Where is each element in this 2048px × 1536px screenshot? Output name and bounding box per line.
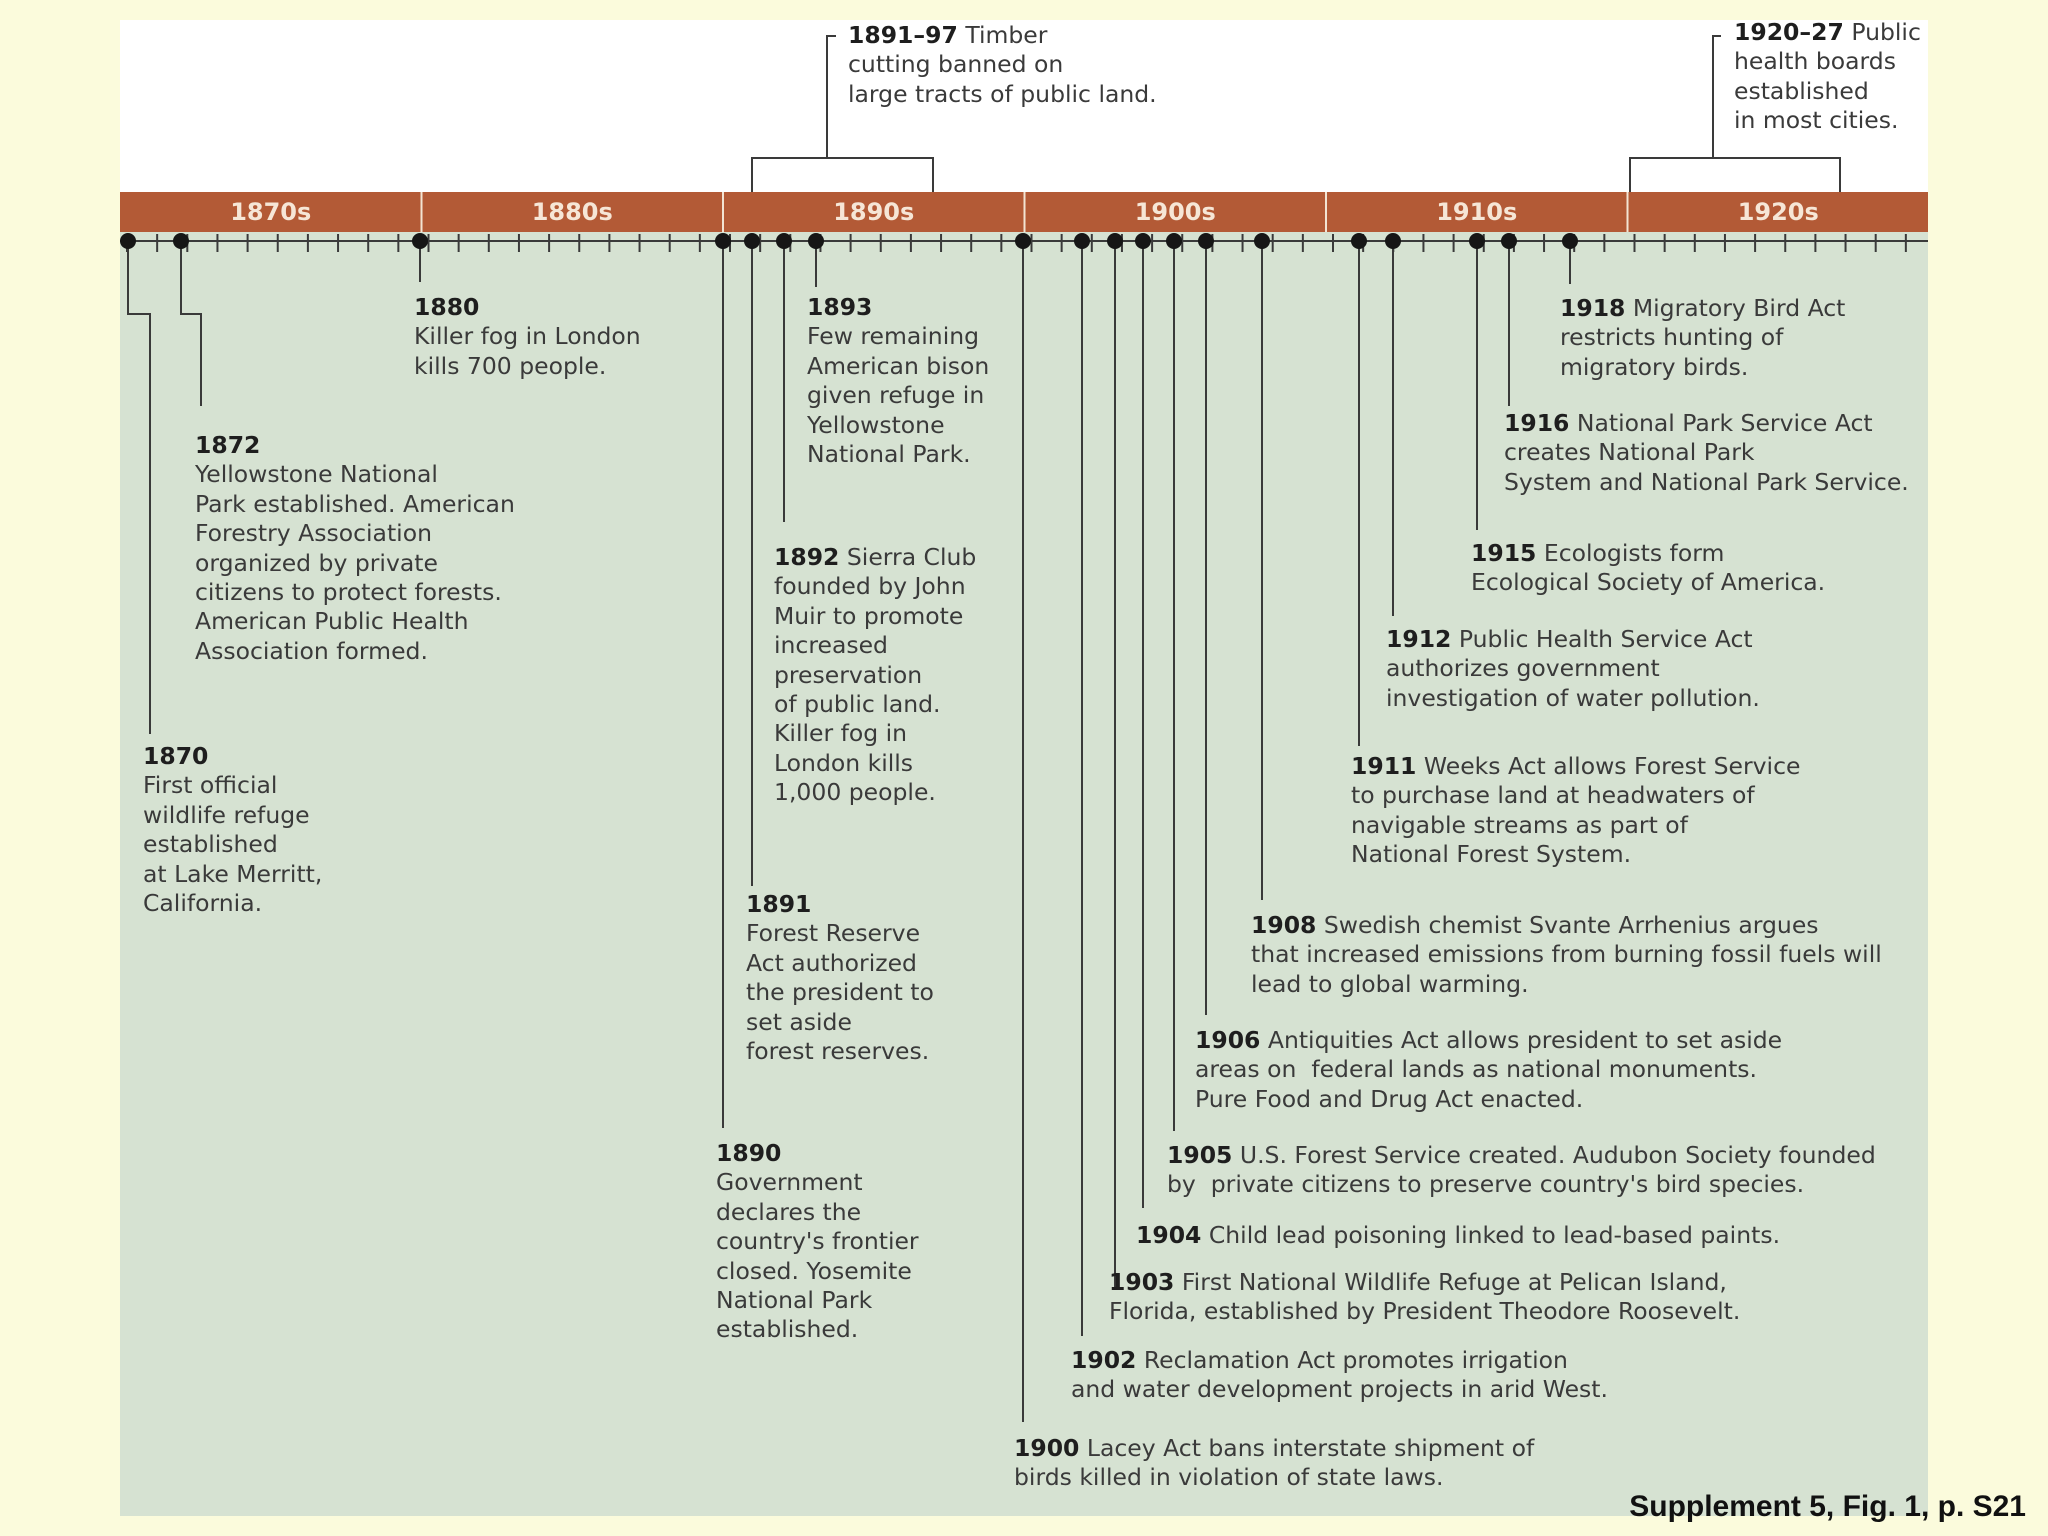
decade-label-1890s: 1890s <box>833 198 915 226</box>
event-dot-1918 <box>1562 233 1578 249</box>
event-text-line: set aside <box>746 1007 852 1036</box>
event-text-line: in most cities. <box>1734 106 1899 135</box>
event-text-line: given refuge in <box>807 381 985 410</box>
event-text-line: and water development projects in arid West. <box>1071 1375 1608 1404</box>
event-text-line: authorizes government <box>1386 654 1660 683</box>
event-year: 1880 <box>414 293 480 321</box>
event-text-line: Lacey Act bans interstate shipment of <box>1079 1434 1535 1462</box>
event-label-1870 <box>143 742 322 918</box>
event-label-1891–97 <box>848 21 1157 109</box>
event-text-line: Act authorized <box>746 948 917 977</box>
event-dot-1916 <box>1501 233 1517 249</box>
event-text-line: Florida, established by President Theodore Roosevelt. <box>1109 1297 1741 1326</box>
event-text-line: Muir to promote <box>774 601 964 630</box>
event-dot-1906 <box>1198 233 1214 249</box>
event-text-line: Killer fog in London <box>414 322 641 351</box>
event-label-1904 <box>1136 1221 1780 1250</box>
range-bracket-1891–97 <box>752 158 933 192</box>
event-text-line: at Lake Merritt, <box>143 859 323 888</box>
decade-label-1880s: 1880s <box>531 198 613 226</box>
event-text-line: Association formed. <box>195 636 428 665</box>
event-label-1900 <box>1014 1434 1534 1493</box>
event-text-line: birds killed in violation of state laws. <box>1014 1463 1444 1492</box>
event-text-line: areas on federal lands as national monuments. <box>1195 1055 1758 1084</box>
event-label-1912 <box>1386 625 1760 713</box>
event-text-line: American Public Health <box>195 607 469 636</box>
event-dot-1911 <box>1351 233 1367 249</box>
event-text-line: Public Health Service Act <box>1451 625 1753 653</box>
event-text-line: cutting banned on <box>848 50 1064 79</box>
event-year: 1915 <box>1471 539 1537 567</box>
event-text-line: Ecologists form <box>1536 539 1725 567</box>
event-text-line: American bison <box>807 351 990 380</box>
event-year: 1891–97 <box>848 21 958 49</box>
event-text-line: Killer fog in <box>774 719 908 748</box>
event-text-line: lead to global warming. <box>1251 969 1529 998</box>
event-year: 1905 <box>1167 1141 1233 1169</box>
event-text-line: Migratory Bird Act <box>1625 294 1846 322</box>
event-text-line: citizens to protect forests. <box>195 578 502 607</box>
decade-label-1920s: 1920s <box>1737 198 1819 226</box>
event-label-1902 <box>1071 1346 1608 1405</box>
event-text-line: California. <box>143 889 263 918</box>
event-text-line: established. <box>716 1315 859 1344</box>
event-label-1906 <box>1195 1026 1782 1114</box>
event-year: 1890 <box>716 1139 782 1167</box>
event-year: 1900 <box>1014 1434 1080 1462</box>
event-text-line: Government <box>716 1168 863 1197</box>
event-text-line: Forest Reserve <box>746 919 921 948</box>
connector-1870 <box>128 241 150 734</box>
event-dot-1908 <box>1254 233 1270 249</box>
event-year: 1904 <box>1136 1221 1202 1249</box>
event-dot-1872 <box>173 233 189 249</box>
event-text-line: London kills <box>774 748 914 777</box>
event-text-line: 1,000 people. <box>774 778 936 807</box>
event-dot-1904 <box>1135 233 1151 249</box>
event-text-line: Few remaining <box>807 322 980 351</box>
event-text-line: Park established. American <box>195 489 515 518</box>
event-dot-1902 <box>1074 233 1090 249</box>
event-text-line: Forestry Association <box>195 519 432 548</box>
decade-label-1900s: 1900s <box>1134 198 1216 226</box>
event-text-line: Yellowstone <box>807 410 945 439</box>
event-text-line: System and National Park Service. <box>1504 467 1909 496</box>
event-label-1911 <box>1351 752 1800 870</box>
event-text-line: investigation of water pollution. <box>1386 683 1760 712</box>
event-label-1891 <box>746 890 934 1066</box>
figure-caption: Supplement 5, Fig. 1, p. S21 <box>1629 1490 2026 1523</box>
event-year: 1872 <box>195 431 261 459</box>
event-text-line: the president to <box>746 978 934 1007</box>
event-label-1905 <box>1167 1141 1876 1200</box>
event-year: 1911 <box>1351 752 1417 780</box>
decade-label-1870s: 1870s <box>230 198 312 226</box>
event-text-line: established <box>143 830 278 859</box>
event-text-line: Yellowstone National <box>195 460 438 489</box>
event-label-1890 <box>716 1139 919 1345</box>
range-connector-1920–27 <box>1713 36 1721 158</box>
event-dot-1893 <box>808 233 824 249</box>
event-text-line: Antiquities Act allows president to set aside <box>1260 1026 1783 1054</box>
event-text-line: wildlife refuge <box>143 800 310 829</box>
event-text-line: Weeks Act allows Forest Service <box>1416 752 1801 780</box>
event-label-1893 <box>807 293 989 469</box>
event-text-line: creates National Park <box>1504 438 1755 467</box>
event-text-line: Pure Food and Drug Act enacted. <box>1195 1084 1584 1113</box>
event-text-line: Timber <box>957 21 1048 49</box>
event-dot-1900 <box>1015 233 1031 249</box>
event-text-line: to purchase land at headwaters of <box>1351 781 1755 810</box>
event-year: 1906 <box>1195 1026 1261 1054</box>
event-year: 1870 <box>143 742 209 770</box>
event-text-line: National Park Service Act <box>1569 409 1873 437</box>
event-text-line: Public <box>1843 18 1921 46</box>
event-text-line: U.S. Forest Service created. Audubon Society founded <box>1232 1141 1876 1169</box>
event-year: 1912 <box>1386 625 1452 653</box>
event-text-line: increased <box>774 631 888 660</box>
range-bracket-1920–27 <box>1630 158 1840 192</box>
event-dot-1912 <box>1385 233 1401 249</box>
event-text-line: closed. Yosemite <box>716 1256 912 1285</box>
event-text-line: organized by private <box>195 548 438 577</box>
event-text-line: kills 700 people. <box>414 351 607 380</box>
event-label-1916 <box>1504 409 1909 497</box>
event-label-1918 <box>1560 294 1845 382</box>
event-text-line: National Forest System. <box>1351 840 1632 869</box>
event-year: 1892 <box>774 543 840 571</box>
event-text-line: Swedish chemist Svante Arrhenius argues <box>1316 911 1819 939</box>
event-text-line: National Park <box>716 1286 873 1315</box>
event-label-1880 <box>414 293 641 381</box>
event-dot-1892 <box>776 233 792 249</box>
event-year: 1918 <box>1560 294 1626 322</box>
event-text-line: of public land. <box>774 690 941 719</box>
event-text-line: Child lead poisoning linked to lead-based paints. <box>1201 1221 1781 1249</box>
event-label-1892 <box>774 543 976 808</box>
event-text-line: navigable streams as part of <box>1351 810 1688 839</box>
event-year: 1893 <box>807 293 873 321</box>
event-dot-1903 <box>1107 233 1123 249</box>
event-year: 1920–27 <box>1734 18 1844 46</box>
event-dot-1891 <box>744 233 760 249</box>
event-text-line: migratory birds. <box>1560 352 1749 381</box>
decade-label-1910s: 1910s <box>1436 198 1518 226</box>
event-text-line: large tracts of public land. <box>848 79 1157 108</box>
connector-1872 <box>181 241 201 406</box>
event-text-line: declares the <box>716 1197 862 1226</box>
event-text-line: Sierra Club <box>839 543 977 571</box>
event-text-line: country's frontier <box>716 1227 919 1256</box>
event-label-1903 <box>1109 1268 1740 1327</box>
range-connector-1891–97 <box>827 36 836 158</box>
event-year: 1903 <box>1109 1268 1175 1296</box>
event-text-line: founded by John <box>774 572 966 601</box>
event-text-line: Reclamation Act promotes irrigation <box>1136 1346 1568 1374</box>
event-text-line: forest reserves. <box>746 1037 930 1066</box>
event-label-1908 <box>1251 911 1882 999</box>
event-dot-1870 <box>120 233 136 249</box>
event-label-1920–27 <box>1734 18 1921 136</box>
event-text-line: that increased emissions from burning fossil fuels will <box>1251 940 1882 969</box>
event-year: 1891 <box>746 890 812 918</box>
event-text-line: First National Wildlife Refuge at Pelican Island, <box>1174 1268 1727 1296</box>
event-text-line: First official <box>143 771 278 800</box>
event-text-line: Ecological Society of America. <box>1471 568 1826 597</box>
event-text-line: established <box>1734 76 1869 105</box>
event-text-line: by private citizens to preserve country's bird species. <box>1167 1170 1805 1199</box>
event-text-line: National Park. <box>807 440 971 469</box>
event-text-line: health boards <box>1734 47 1896 76</box>
event-year: 1916 <box>1504 409 1570 437</box>
event-dot-1905 <box>1166 233 1182 249</box>
event-text-line: restricts hunting of <box>1560 323 1784 352</box>
event-label-1915 <box>1471 539 1825 598</box>
event-dot-1890 <box>715 233 731 249</box>
event-dot-1915 <box>1469 233 1485 249</box>
event-year: 1908 <box>1251 911 1317 939</box>
event-label-1872 <box>195 431 515 666</box>
event-text-line: preservation <box>774 660 923 689</box>
event-year: 1902 <box>1071 1346 1137 1374</box>
event-dot-1880 <box>412 233 428 249</box>
